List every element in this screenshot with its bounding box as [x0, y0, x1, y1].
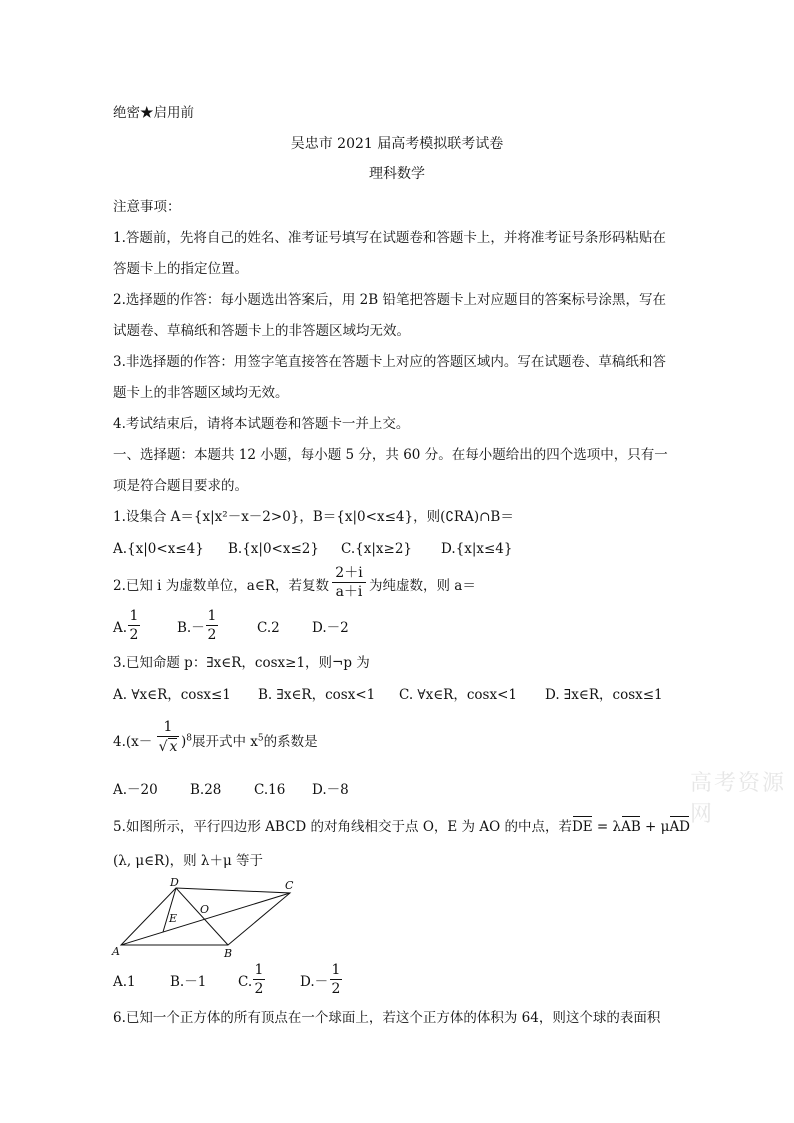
vector-ab: AB	[621, 819, 641, 835]
vector-de: DE	[571, 819, 593, 835]
notice-line: 答题卡上的指定位置。	[113, 261, 248, 277]
parallelogram-figure	[110, 875, 310, 960]
q2-option-d: D.－2	[312, 620, 349, 636]
q4-x-power: 5	[257, 733, 264, 744]
q1-option-c: C.{x|x≥2}	[341, 541, 412, 557]
q2-option-b-label: B.－	[177, 620, 205, 636]
q2-option-a-label: A.	[113, 620, 128, 636]
q4-fraction: 1 √ x	[158, 719, 178, 755]
notice-line: 1.答题前，先将自己的姓名、准考证号填写在试题卷和答题卡上，并将准考证号条形码粘贴在	[113, 230, 666, 246]
q4-option-b: B.28	[190, 782, 222, 798]
section-heading: 一、选择题：本题共 12 小题，每小题 5 分，共 60 分。在每小题给出的四个选项中，只有一	[113, 447, 668, 463]
exam-title: 吴忠市 2021 届高考模拟联考试卷	[290, 136, 504, 152]
label-e: E	[169, 912, 178, 925]
diagonal-bd	[176, 888, 228, 945]
notice-line: 题卡上的非答题区域均无效。	[113, 385, 289, 401]
label-b: B	[224, 947, 233, 960]
section-heading-cont: 项是符合题目要求的。	[113, 478, 248, 494]
question-3-stem: 3.已知命题 p：∃x∈R，cosx≥1，则¬p 为	[113, 655, 370, 671]
question-2-stem-post: 为纯虚数，则 a＝	[369, 578, 476, 594]
label-a: A	[112, 945, 120, 958]
q4-option-d: D.－8	[312, 782, 349, 798]
notice-heading: 注意事项：	[113, 199, 181, 215]
q5-option-c-value: 1 2	[254, 962, 264, 997]
question-1-stem: 1.设集合 A＝{x|x²－x－2>0}，B＝{x|0<x≤4}，则(∁RA)∩B＝	[113, 509, 514, 525]
q2-option-b-value: 1 2	[207, 608, 217, 643]
q4-option-c: C.16	[254, 782, 286, 798]
q4-frac-den-root: x	[169, 739, 178, 755]
notice-line: 3.非选择题的作答：用签字笔直接答在答题卡上对应的答题区域内。写在试题卷、草稿纸和答	[113, 354, 666, 370]
notice-line: 4.考试结束后，请将本试题卷和答题卡一并上交。	[113, 416, 410, 432]
secret-label: 绝密★启用前	[113, 105, 194, 121]
question-2-stem-pre: 2.已知 i 为虚数单位，a∈R，若复数	[113, 578, 329, 594]
notice-line: 2.选择题的作答：每小题选出答案后，用 2B 铅笔把答题卡上对应题目的答案标号涂黑，写在	[113, 292, 666, 308]
q3-option-a: A. ∀x∈R，cosx≤1	[113, 687, 231, 703]
q2-option-c: C.2	[257, 620, 280, 636]
q4-option-a: A.－20	[113, 782, 158, 798]
label-d: D	[170, 876, 179, 889]
q1-option-a: A.{x|0<x≤4}	[113, 541, 204, 557]
watermark: 高考资源网	[690, 771, 787, 827]
label-o: O	[200, 903, 210, 916]
q5-option-b: B.－1	[170, 974, 207, 990]
q5-option-c-label: C.	[238, 974, 253, 990]
q5-option-d-value: 1 2	[331, 962, 341, 997]
q5-option-d-label: D.－	[300, 974, 329, 990]
question-4-stem-pre: 4.(x－	[113, 734, 153, 750]
question-4-stem-post: )$^8$展开式中 $x^5$的系数是	[181, 733, 318, 750]
q2-frac-num: 2＋i	[335, 565, 363, 581]
q3-option-b: B. ∃x∈R，cosx<1	[258, 687, 376, 703]
q1-option-b: B.{x|0<x≤2}	[228, 541, 319, 557]
q1-option-d: D.{x|x≤4}	[441, 541, 513, 557]
question-5-stem-cont: (λ, μ∈R)，则 λ＋μ 等于	[113, 853, 264, 869]
notice-line: 试题卷、草稿纸和答题卡上的非答题区域均无效。	[113, 323, 410, 339]
exam-subject: 理科数学	[369, 166, 425, 182]
question-5-stem: 5.如图所示，平行四边形 ABCD 的对角线相交于点 O，E 为 AO 的中点，若DE = λAB + μAD	[113, 819, 691, 835]
vector-ad: AD	[669, 819, 691, 835]
q3-option-d: D. ∃x∈R，cosx≤1	[545, 687, 663, 703]
q2-option-a-value: 1 2	[129, 608, 139, 643]
question-6-stem: 6.已知一个正方体的所有顶点在一个球面上，若这个正方体的体积为 64，则这个球的表面积	[113, 1010, 661, 1026]
parallelogram	[121, 888, 290, 945]
q2-fraction	[332, 565, 366, 600]
q2-frac-den: a＋i	[335, 584, 363, 600]
q4-power: 8	[186, 733, 193, 744]
q5-option-a: A.1	[113, 974, 136, 990]
q3-option-c: C. ∀x∈R，cosx<1	[399, 687, 517, 703]
label-c: C	[285, 879, 294, 892]
